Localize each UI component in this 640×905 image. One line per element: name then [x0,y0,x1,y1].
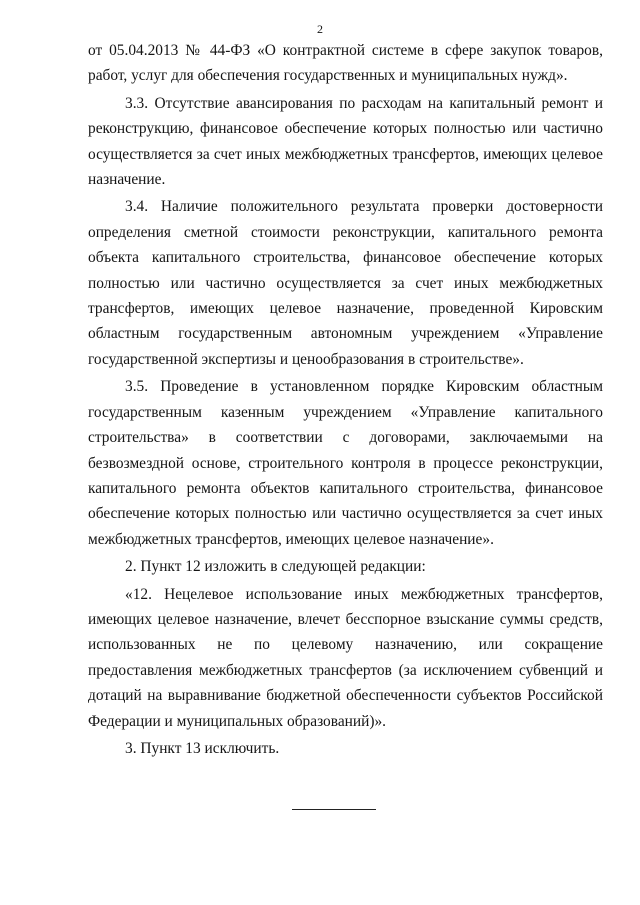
closing-divider-line [292,809,376,810]
document-body [88,38,603,761]
page-number: 2 [317,22,323,36]
paragraph-3-4: 3.4. Наличие положительного результата проверки достоверности определения сметной стоимости реконструкции, капитального ремонта объекта капитального строительства, финансовое обеспечение которых полностью или частично осуществляется за счет иных межбюджетных трансфертов, имеющих целевое назначение, проведенной Кировским областным государственным автономным учреждением «Управление государственной экспертизы и ценообразования в строительстве». [88,198,603,368]
paragraph-item-3: 3. Пункт 13 исключить. [125,739,280,757]
paragraph-3-5: 3.5. Проведение в установленном порядке Кировским областным государственным казенным учреждением «Управление капитального строительства» в соответствии с договорами, заключаемыми на безвозмездной основе, строительного контроля в процессе реконструкции, капитального ремонта объектов капитального строительства, финансовое обеспечение которых полностью или частично осуществляется за счет иных межбюджетных трансфертов, имеющих целевое назначение». [88,378,603,548]
paragraph-item-12: «12. Нецелевое использование иных межбюджетных трансфертов, имеющих целевое назначение, влечет бесспорное взыскание суммы средств, использованных не по целевому назначению, или сокращение предоставления межбюджетных трансфертов (за исключением субвенций и дотаций на выравнивание бюджетной обеспеченности субъектов Российской Федерации и муниципальных образований)». [88,585,603,730]
paragraph-item-2: 2. Пункт 12 изложить в следующей редакции: [125,558,426,576]
paragraph-3-3: 3.3. Отсутствие авансирования по расходам на капитальный ремонт и реконструкцию, финансовое обеспечение которых полностью или частично осуществляется за счет иных межбюджетных трансфертов, имеющих целевое назначение. [88,94,603,189]
paragraph-law-reference: от 05.04.2013 № 44-ФЗ «О контрактной системе в сфере закупок товаров, работ, услуг для обеспечения государственных и муниципальных нужд». [88,42,603,85]
